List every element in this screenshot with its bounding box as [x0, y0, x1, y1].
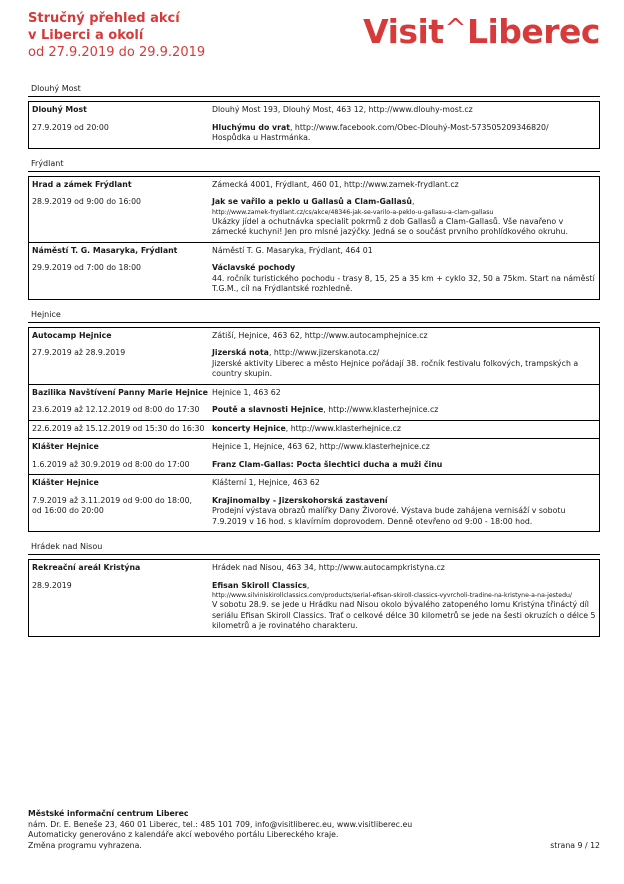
event-title-link[interactable]: ,: [306, 580, 310, 590]
event-title-link[interactable]: , http://www.jizerskanota.cz/: [268, 348, 380, 357]
event-time: 29.9.2019 od 7:00 do 18:00: [32, 263, 142, 272]
event-entry: [29, 384, 599, 420]
spacer: [32, 489, 596, 496]
venue-address: Zátiší, Hejnice, 463 62, http://www.autocamphejnice.cz: [212, 330, 428, 340]
event-title-link[interactable]: , http://www.klasterhejnice.cz: [285, 423, 401, 433]
event-time: 23.6.2019 až 12.12.2019 od 8:00 do 17:30: [32, 405, 200, 414]
event-title-link[interactable]: ,: [411, 197, 415, 206]
event-entry: [29, 327, 599, 384]
event-time: 28.9.2019: [32, 580, 72, 590]
event-detail-row: [32, 405, 596, 416]
section-heading: Frýdlant: [28, 157, 600, 172]
events-listing: [28, 82, 600, 645]
logo-text-left: Visit: [363, 12, 444, 51]
event-info: [212, 348, 596, 380]
event-description: V sobotu 28.9. se jede u Hrádku nad Nisou okolo bývalého zatopeného lomu Kristýna třináctý díl seriálu Efisan Skiroll Classics. Trať o celkové délce 30 kilometrů se jede na šesti okruzích o délce 5 kilometrů a je rovinatého charakteru.: [212, 600, 596, 630]
footer-auto-note: Automaticky generováno z kalendáře akcí webového portálu Libereckého kraje.: [28, 830, 339, 839]
event-time: 28.9.2019 od 9:00 do 16:00: [32, 197, 142, 206]
venue-address: Hejnice 1, 463 62: [212, 387, 281, 397]
spacer: [32, 341, 596, 348]
event-detail-row: [32, 263, 596, 295]
spacer: [32, 190, 596, 197]
event-description: 44. ročník turistického pochodu - trasy 8, 15, 25 a 35 km + cyklo 32, 50 a 75km. Start na náměstí T.G.M., cíl na Frýdlantské rozhledně.: [212, 273, 595, 293]
event-title-line: [212, 581, 596, 592]
section-heading: Hejnice: [28, 308, 600, 323]
event-info: [212, 424, 596, 435]
event-detail-row: [32, 348, 596, 380]
event-location-row: [32, 105, 596, 116]
spacer: [32, 453, 596, 460]
event-detail-row: [32, 424, 596, 435]
events-table: [28, 101, 600, 149]
event-title[interactable]: Václavské pochody: [212, 263, 296, 272]
logo-caret: ^: [444, 14, 466, 44]
footer-change-note: Změna programu vyhrazena.: [28, 840, 142, 850]
venue-address: Dlouhý Most 193, Dlouhý Most, 463 12, http://www.dlouhy-most.cz: [212, 105, 473, 114]
section-heading: Dlouhý Most: [28, 82, 600, 97]
event-title[interactable]: Krajinomalby - Jizerskohorská zastavení: [212, 495, 388, 505]
section-heading: Hrádek nad Nisou: [28, 540, 600, 555]
event-detail-row: [32, 460, 596, 471]
title-line-1: Stručný přehled akcí: [28, 11, 180, 26]
footer-address: nám. Dr. E. Beneše 23, 460 01 Liberec, tel.: 485 101 709, info@visitliberec.eu, www.visitliberec.eu: [28, 819, 413, 829]
event-info: [212, 496, 596, 528]
event-location-row: [32, 180, 596, 191]
event-location-row: [32, 478, 596, 489]
spacer: [32, 574, 596, 581]
event-location-row: [32, 246, 596, 257]
event-title[interactable]: Efisan Skiroll Classics: [212, 580, 307, 590]
event-info: [212, 123, 596, 144]
event-title-line: [212, 197, 596, 208]
event-detail-row: [32, 197, 596, 238]
event-title[interactable]: Jak se vařilo a peklo u Gallasů a Clam-Gallasů: [212, 197, 412, 206]
venue-name: Hrad a zámek Frýdlant: [32, 179, 132, 189]
event-description: Hospůdka u Hastrmánka.: [212, 133, 311, 142]
venue-address: Zámecká 4001, Frýdlant, 460 01, http://www.zamek-frydlant.cz: [212, 179, 459, 189]
event-title[interactable]: Jizerská nota: [212, 348, 269, 357]
event-title[interactable]: koncerty Hejnice: [212, 423, 286, 433]
event-time: 22.6.2019 až 15.12.2019 od 15:30 do 16:30: [32, 423, 205, 433]
footer-organization: Městské informační centrum Liberec: [28, 809, 189, 818]
event-time: 7.9.2019 až 3.11.2019 od 9:00 do 18:00, od 16:00 do 20:00: [32, 495, 193, 515]
venue-name: Dlouhý Most: [32, 105, 87, 114]
event-title-link[interactable]: , http://www.klasterhejnice.cz: [323, 405, 439, 414]
event-info: [212, 581, 596, 632]
events-table: [28, 559, 600, 637]
venue-name: Bazilika Navštívení Panny Marie Hejnice: [32, 387, 208, 397]
event-title-line: [212, 424, 596, 435]
event-location-row: [32, 388, 596, 399]
event-title-line: [212, 405, 596, 416]
venue-name: Náměstí T. G. Masaryka, Frýdlant: [32, 245, 178, 255]
event-entry: [29, 176, 599, 242]
page-number: strana 9 / 12: [550, 840, 600, 850]
title-line-2: v Liberci a okolí: [28, 28, 144, 43]
event-entry: [29, 438, 599, 474]
event-description: Jizerské aktivity Liberec a město Hejnice pořádají 38. ročník festivalu folkových, trampských a country skupin.: [212, 358, 579, 378]
section: [28, 308, 600, 533]
event-title-line: [212, 460, 596, 471]
event-entry: [29, 559, 599, 636]
event-title-line: [212, 348, 596, 359]
spacer: [32, 256, 596, 263]
event-entry: [29, 474, 599, 531]
venue-name: Klášter Hejnice: [32, 478, 99, 487]
event-entry: [29, 242, 599, 299]
venue-name: Rekreační areál Kristýna: [32, 563, 141, 572]
event-location-row: [32, 563, 596, 574]
event-url[interactable]: http://www.silviniskirollclassics.com/products/serial-efisan-skiroll-classics-vyvrcholi-tradine-na-kristyne-a-na-jestedu/: [212, 592, 573, 599]
events-table: [28, 176, 600, 300]
event-description: Ukázky jídel a ochutnávka specialit pokrmů z dob Gallasů a Clam-Gallasů. Vše navařeno v zámecké kuchyni! Jen pro mlsné jazýčky. Jedná se o součást prvního prohlídkového okruhu.: [212, 216, 568, 236]
event-title[interactable]: Hluchýmu do vrat: [212, 122, 290, 132]
event-title-line: [212, 123, 596, 134]
venue-address: Náměstí T. G. Masaryka, Frýdlant, 464 01: [212, 245, 373, 255]
event-title-line: [212, 496, 596, 507]
event-info: [212, 197, 596, 238]
page-header: [28, 10, 600, 70]
event-info: [212, 405, 596, 416]
event-entry: [29, 420, 599, 439]
event-info: [212, 263, 596, 295]
logo-text-right: Liberec: [466, 12, 600, 51]
event-info: [212, 460, 596, 471]
event-detail-row: [32, 123, 596, 144]
venue-name: Klášter Hejnice: [32, 442, 99, 451]
event-time: 27.9.2019 až 28.9.2019: [32, 348, 126, 357]
event-detail-row: [32, 496, 596, 528]
event-title-line: [212, 263, 596, 274]
section: [28, 157, 600, 300]
event-time: 27.9.2019 od 20:00: [32, 122, 109, 132]
event-entry: [29, 101, 599, 148]
event-title[interactable]: Poutě a slavnosti Hejnice: [212, 405, 324, 414]
section: [28, 82, 600, 149]
date-range: od 27.9.2019 do 29.9.2019: [28, 45, 206, 60]
venue-address: Klášterní 1, Hejnice, 463 62: [212, 478, 320, 487]
page-footer: [28, 809, 600, 851]
events-table: [28, 327, 600, 533]
event-url[interactable]: http://www.zamek-frydlant.cz/cs/akce/48346-jak-se-varilo-a-peklo-u-gallasu-a-clam-gallasu: [212, 208, 494, 216]
event-title[interactable]: Franz Clam-Gallas: Pocta šlechtici ducha a muži činu: [212, 459, 443, 469]
venue-name: Autocamp Hejnice: [32, 330, 112, 340]
event-location-row: [32, 331, 596, 342]
spacer: [32, 398, 596, 405]
section: [28, 540, 600, 637]
event-location-row: [32, 442, 596, 453]
event-detail-row: [32, 581, 596, 632]
spacer: [32, 116, 596, 123]
venue-address: Hrádek nad Nisou, 463 34, http://www.autocampkristyna.cz: [212, 563, 445, 572]
event-title-link[interactable]: , http://www.facebook.com/Obec-Dlouhý-Most-573505209346820/: [289, 122, 549, 132]
visit-liberec-logo: [363, 12, 600, 51]
venue-address: Hejnice 1, Hejnice, 463 62, http://www.klasterhejnice.cz: [212, 442, 430, 451]
event-time: 1.6.2019 až 30.9.2019 od 8:00 do 17:00: [32, 459, 190, 469]
event-description: Prodejní výstava obrazů malířky Dany Živorové. Výstava bude zahájena vernisáží v sobotu 7.9.2019 v 16 hod. s klavírním doprovodem. Denně otevřeno od 9:00 - 18:00 hod.: [212, 506, 566, 526]
